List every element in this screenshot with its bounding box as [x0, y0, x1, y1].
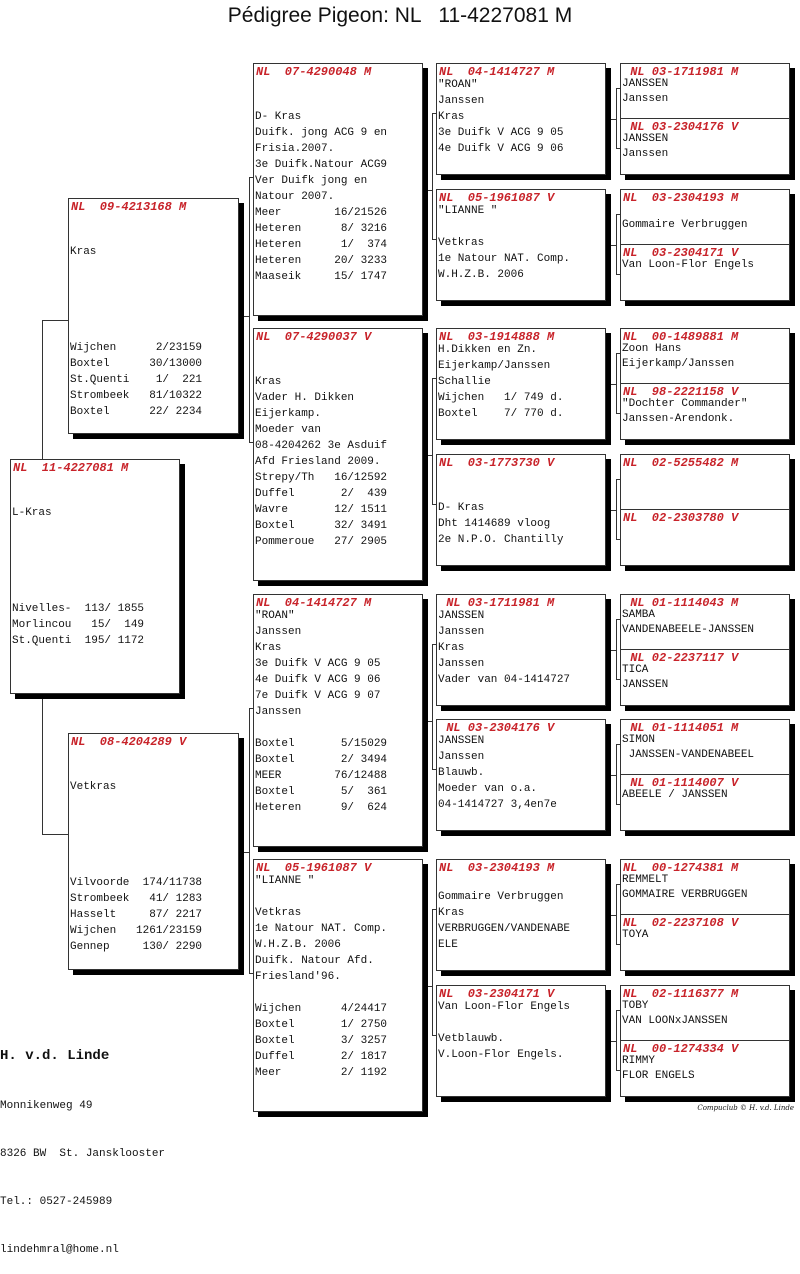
ring-number: NL 01-1114051 M — [623, 721, 739, 735]
great-grandparent-card — [436, 719, 606, 831]
ring-number: NL 03-2304193 M — [623, 191, 739, 205]
pigeon-info-line: JANSSEN — [622, 78, 669, 90]
pigeon-info-line: 3e Duifk.Natour ACG9 — [255, 159, 388, 171]
connector-line — [432, 644, 433, 769]
pigeon-info-line: Blauwb. — [438, 767, 485, 779]
great-great-grandparent-card — [620, 985, 790, 1041]
ring-number: NL 04-1414727 M — [256, 596, 372, 610]
pigeon-info-line: Vetkras — [255, 907, 302, 919]
pigeon-info-line: Vetkras — [70, 781, 117, 793]
pigeon-info-line: SIMON — [622, 734, 656, 746]
pigeon-info-line: 1e Natour NAT. Comp. — [255, 923, 388, 935]
pigeon-info-line: Moeder van — [255, 424, 322, 436]
footer-credit: Compuclub © H. v.d. Linde — [697, 1104, 794, 1112]
pigeon-info-line: JANSSEN — [438, 735, 485, 747]
ring-number: NL 03-1773730 V — [439, 456, 555, 470]
ring-number: NL 05-1961087 V — [439, 191, 555, 205]
connector-line — [611, 650, 617, 651]
connector-line — [611, 1041, 617, 1042]
great-grandparent-card — [436, 594, 606, 706]
great-grandparent-card — [436, 859, 606, 971]
pigeon-info-line: VANDENABEELE-JANSSEN — [622, 624, 755, 636]
great-great-grandparent-card — [620, 244, 790, 301]
pigeon-info-line: 2e N.P.O. Chantilly — [438, 534, 564, 546]
page-title: Pédigree Pigeon: NL 11-4227081 M — [227, 4, 573, 27]
pigeon-info-line: JANSSEN-VANDENABEEL — [622, 749, 755, 761]
pigeon-info-line: 04-1414727 3,4en7e — [438, 799, 557, 811]
pigeon-info-line: Janssen-Arendonk. — [622, 413, 735, 425]
pigeon-info-line: 4e Duifk V ACG 9 06 — [438, 143, 564, 155]
great-great-grandparent-card — [620, 509, 790, 566]
connector-line — [616, 619, 617, 679]
pigeon-info-line: SAMBA — [622, 609, 656, 621]
ring-number: NL 02-5255482 M — [623, 456, 739, 470]
pigeon-info-line: Heteren 9/ 624 — [255, 802, 388, 814]
pigeon-info-line: "Dochter Commander" — [622, 398, 748, 410]
pigeon-info-line: Moeder van o.a. — [438, 783, 538, 795]
connector-line — [611, 119, 617, 120]
great-great-grandparent-card — [620, 63, 790, 119]
owner-name: H. v.d. Linde — [0, 1048, 110, 1064]
pigeon-info-line: REMMELT — [622, 874, 669, 886]
ring-number: NL 00-1489881 M — [623, 330, 739, 344]
connector-line — [428, 986, 433, 987]
pigeon-info-line: Boxtel 5/15029 — [255, 738, 388, 750]
connector-line — [244, 852, 250, 853]
pigeon-info-line: 08-4204262 3e Asduif — [255, 440, 388, 452]
connector-line — [249, 177, 250, 442]
connector-line — [428, 721, 433, 722]
pigeon-info-line: Heteren 8/ 3216 — [255, 223, 388, 235]
ring-number: NL 02-2237117 V — [623, 651, 739, 665]
pigeon-info-line: Maaseik 15/ 1747 — [255, 271, 388, 283]
pigeon-info-line: "LIANNE " — [438, 205, 498, 217]
pigeon-info-line: Kras — [438, 907, 465, 919]
pigeon-info-line: Janssen — [622, 93, 669, 105]
pigeon-info-line: 3e Duifk V ACG 9 05 — [438, 127, 564, 139]
pigeon-info-line: Vetkras — [438, 237, 485, 249]
pigeon-info-line: JANSSEN — [438, 610, 485, 622]
pigeon-info-line: FLOR ENGELS — [622, 1070, 695, 1082]
pigeon-info-line: Duffel 2/ 439 — [255, 488, 388, 500]
pigeon-info-line: 4e Duifk V ACG 9 06 — [255, 674, 381, 686]
pigeon-info-line: "ROAN" — [438, 79, 478, 91]
pigeon-info-line: 7e Duifk V ACG 9 07 — [255, 690, 381, 702]
ring-number: NL 03-1711981 M — [439, 596, 555, 610]
ring-number: NL 09-4213168 M — [71, 200, 187, 214]
pigeon-info-line: VAN LOONxJANSSEN — [622, 1015, 728, 1027]
connector-line — [616, 1010, 617, 1070]
pigeon-info-line: MEER 76/12488 — [255, 770, 388, 782]
ring-number: NL 07-4290048 M — [256, 65, 372, 79]
pigeon-info-line: Pommeroue 27/ 2905 — [255, 536, 388, 548]
pigeon-info-line: Heteren 1/ 374 — [255, 239, 388, 251]
pigeon-info-line: Meer 2/ 1192 — [255, 1067, 388, 1079]
pigeon-info-line: Van Loon-Flor Engels — [622, 259, 755, 271]
ring-number: NL 00-1274334 V — [623, 1042, 739, 1056]
great-great-grandparent-card — [620, 383, 790, 440]
grandparent-card — [253, 859, 423, 1112]
connector-line — [42, 320, 68, 321]
pigeon-info-line: Boxtel 32/ 3491 — [255, 520, 388, 532]
ring-number: NL 00-1274381 M — [623, 861, 739, 875]
connector-line — [249, 708, 250, 973]
pigeon-info-line: Wijchen 1/ 749 d. — [438, 392, 564, 404]
pigeon-info-line: Vader H. Dikken — [255, 392, 355, 404]
pigeon-info-line: 3e Duifk V ACG 9 05 — [255, 658, 381, 670]
pigeon-info-line: Gommaire Verbruggen — [438, 891, 564, 903]
ring-number: NL 98-2221158 V — [623, 385, 739, 399]
great-great-grandparent-card — [620, 719, 790, 775]
pigeon-info-line: Kras — [438, 111, 465, 123]
pigeon-info-line: Natour 2007. — [255, 191, 335, 203]
great-great-grandparent-card — [620, 774, 790, 831]
connector-line — [611, 245, 617, 246]
connector-line — [611, 775, 617, 776]
pigeon-info-line: Janssen — [255, 706, 302, 718]
connector-line — [616, 479, 617, 539]
great-great-grandparent-card — [620, 328, 790, 384]
great-great-grandparent-card — [620, 914, 790, 971]
pigeon-info-line: St.Quenti 1/ 221 — [70, 374, 203, 386]
ring-number: NL 02-2303780 V — [623, 511, 739, 525]
pigeon-info-line: Janssen — [438, 751, 485, 763]
great-great-grandparent-card — [620, 189, 790, 245]
ring-number: NL 02-2237108 V — [623, 916, 739, 930]
pigeon-info-line: Kras — [255, 642, 282, 654]
pigeon-info-line: TICA — [622, 664, 649, 676]
connector-line — [432, 113, 433, 239]
pigeon-info-line: Nivelles- 113/ 1855 — [12, 603, 145, 615]
pigeon-info-line: Boxtel 2/ 3494 — [255, 754, 388, 766]
pigeon-info-line: ABEELE / JANSSEN — [622, 789, 728, 801]
pigeon-info-line: "LIANNE " — [255, 875, 315, 887]
pigeon-info-line: RIMMY — [622, 1055, 656, 1067]
pigeon-info-line: Van Loon-Flor Engels — [438, 1001, 571, 1013]
ring-number: NL 03-1711981 M — [623, 65, 739, 79]
pigeon-info-line: Afd Friesland 2009. — [255, 456, 381, 468]
ring-number: NL 05-1961087 V — [256, 861, 372, 875]
pigeon-info-line: Janssen — [622, 148, 669, 160]
connector-line — [432, 909, 433, 1035]
pigeon-info-line: Boxtel 22/ 2234 — [70, 406, 203, 418]
grandparent-card — [253, 63, 423, 316]
connector-line — [611, 915, 617, 916]
ring-number: NL 03-2304171 V — [439, 987, 555, 1001]
ring-number: NL 03-2304193 M — [439, 861, 555, 875]
pigeon-info-line: Boxtel 5/ 361 — [255, 786, 388, 798]
great-grandparent-card — [436, 63, 606, 175]
pigeon-info-line: W.H.Z.B. 2006 — [438, 269, 524, 281]
pigeon-info-line: Duifk. Natour Afd. — [255, 955, 374, 967]
pigeon-info-line: Boxtel 7/ 770 d. — [438, 408, 564, 420]
pigeon-info-line: Zoon Hans — [622, 343, 682, 355]
pigeon-info-line: Duifk. jong ACG 9 en — [255, 127, 388, 139]
pigeon-info-line: D- Kras — [438, 502, 485, 514]
pigeon-info-line: Ver Duifk jong en — [255, 175, 368, 187]
pigeon-info-line: Wijchen 2/23159 — [70, 342, 203, 354]
pigeon-info-line: Strombeek 81/10322 — [70, 390, 203, 402]
connector-line — [616, 88, 617, 148]
pigeon-info-line: Wavre 12/ 1511 — [255, 504, 388, 516]
great-great-grandparent-card — [620, 859, 790, 915]
pigeon-info-line: Dht 1414689 vloog — [438, 518, 551, 530]
ring-number: NL 03-1914888 M — [439, 330, 555, 344]
great-grandparent-card — [436, 985, 606, 1097]
pigeon-info-line: Eijerkamp. — [255, 408, 322, 420]
connector-line — [616, 214, 617, 274]
pigeon-info-line: TOBY — [622, 1000, 649, 1012]
pigeon-info-line: Janssen — [438, 95, 485, 107]
ring-number: NL 11-4227081 M — [13, 461, 129, 475]
pigeon-info-line: 1e Natour NAT. Comp. — [438, 253, 571, 265]
pigeon-info-line: Vader van 04-1414727 — [438, 674, 571, 686]
great-grandparent-card — [436, 454, 606, 566]
pigeon-info-line: Strepy/Th 16/12592 — [255, 472, 388, 484]
great-great-grandparent-card — [620, 1040, 790, 1097]
pigeon-info-line: Strombeek 41/ 1283 — [70, 893, 203, 905]
ring-number: NL 02-1116377 M — [623, 987, 739, 1001]
pigeon-info-line: Kras — [70, 246, 97, 258]
pigeon-info-line: Wijchen 4/24417 — [255, 1003, 388, 1015]
pigeon-info-line: St.Quenti 195/ 1172 — [12, 635, 145, 647]
ring-number: NL 03-2304171 V — [623, 246, 739, 260]
pigeon-info-line: Schallie — [438, 376, 491, 388]
pigeon-info-line: "ROAN" — [255, 610, 295, 622]
pigeon-info-line: Janssen — [255, 626, 302, 638]
great-great-grandparent-card — [620, 118, 790, 175]
owner-city: 8326 BW St. Jansklooster — [0, 1148, 166, 1160]
pigeon-info-line: Frisia.2007. — [255, 143, 335, 155]
connector-line — [244, 316, 250, 317]
pigeon-info-line: JANSSEN — [622, 133, 669, 145]
great-great-grandparent-card — [620, 454, 790, 510]
pigeon-info-line: VERBRUGGEN/VANDENABE — [438, 923, 571, 935]
connector-line — [611, 510, 617, 511]
pigeon-info-line: Janssen — [438, 626, 485, 638]
ring-number: NL 08-4204289 V — [71, 735, 187, 749]
owner-street: Monnikenweg 49 — [0, 1100, 93, 1112]
pigeon-info-line: JANSSEN — [622, 679, 669, 691]
ring-number: NL 04-1414727 M — [439, 65, 555, 79]
connector-line — [616, 744, 617, 804]
parent-card — [68, 733, 239, 970]
pigeon-info-line: W.H.Z.B. 2006 — [255, 939, 341, 951]
pigeon-info-line: ELE — [438, 939, 458, 951]
ring-number: NL 07-4290037 V — [256, 330, 372, 344]
connector-line — [432, 378, 433, 504]
pigeon-info-line: Eijerkamp/Janssen — [622, 358, 735, 370]
pigeon-info-line: Boxtel 1/ 2750 — [255, 1019, 388, 1031]
great-great-grandparent-card — [620, 649, 790, 706]
pigeon-info-line: Wijchen 1261/23159 — [70, 925, 203, 937]
grandparent-card — [253, 594, 423, 847]
connector-line — [428, 455, 433, 456]
pigeon-info-line: Boxtel 30/13000 — [70, 358, 203, 370]
pigeon-info-line: GOMMAIRE VERBRUGGEN — [622, 889, 748, 901]
pigeon-info-line: Friesland'96. — [255, 971, 341, 983]
pigeon-info-line: Vetblauwb. — [438, 1033, 505, 1045]
pigeon-info-line: TOYA — [622, 929, 649, 941]
pigeon-info-line: V.Loon-Flor Engels. — [438, 1049, 564, 1061]
subject-card — [10, 459, 180, 694]
ring-number: NL 03-2304176 V — [439, 721, 555, 735]
pigeon-info-line: Meer 16/21526 — [255, 207, 388, 219]
owner-phone: Tel.: 0527-245989 — [0, 1196, 113, 1208]
connector-line — [611, 384, 617, 385]
ring-number: NL 01-1114043 M — [623, 596, 739, 610]
pigeon-info-line: Gommaire Verbruggen — [622, 219, 748, 231]
pigeon-info-line: Kras — [255, 376, 282, 388]
great-great-grandparent-card — [620, 594, 790, 650]
connector-line — [42, 834, 68, 835]
owner-email: lindehmral@home.nl — [0, 1244, 119, 1256]
grandparent-card — [253, 328, 423, 581]
pigeon-info-line: Vilvoorde 174/11738 — [70, 877, 203, 889]
pigeon-info-line: Morlincou 15/ 149 — [12, 619, 145, 631]
ring-number: NL 01-1114007 V — [623, 776, 739, 790]
pigeon-info-line: Eijerkamp/Janssen — [438, 360, 551, 372]
pigeon-info-line: Boxtel 3/ 3257 — [255, 1035, 388, 1047]
great-grandparent-card — [436, 189, 606, 301]
pigeon-info-line: L-Kras — [12, 507, 52, 519]
connector-line — [616, 353, 617, 413]
pigeon-info-line: Duffel 2/ 1817 — [255, 1051, 388, 1063]
pigeon-info-line: Janssen — [438, 658, 485, 670]
great-grandparent-card — [436, 328, 606, 440]
pigeon-info-line: H.Dikken en Zn. — [438, 344, 538, 356]
owner-block — [0, 1014, 165, 1274]
pigeon-info-line: Kras — [438, 642, 465, 654]
pigeon-info-line: Heteren 20/ 3233 — [255, 255, 388, 267]
pigeon-info-line: Gennep 130/ 2290 — [70, 941, 203, 953]
pigeon-info-line: D- Kras — [255, 111, 302, 123]
ring-number: NL 03-2304176 V — [623, 120, 739, 134]
pigeon-info-line: Hasselt 87/ 2217 — [70, 909, 203, 921]
connector-line — [428, 190, 433, 191]
parent-card — [68, 198, 239, 434]
connector-line — [616, 884, 617, 944]
